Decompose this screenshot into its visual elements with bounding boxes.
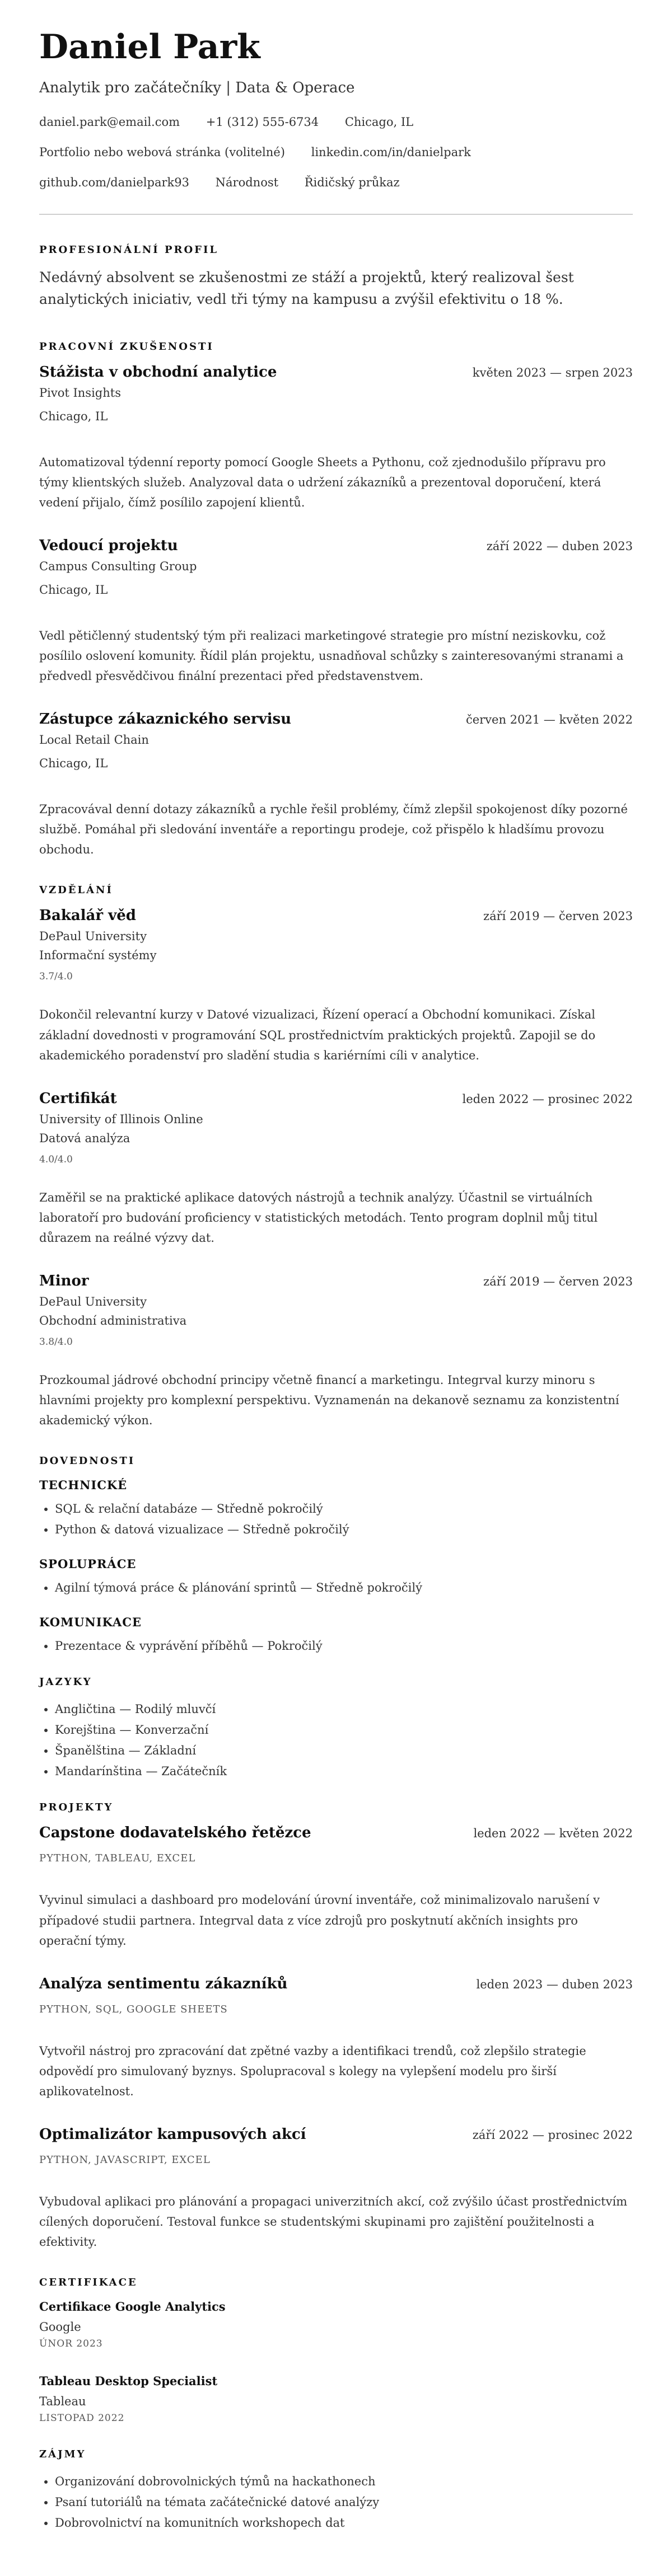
education-dates: září 2019 — červen 2023 <box>483 909 633 923</box>
linkedin-link[interactable]: linkedin.com/in/danielpark <box>311 146 471 159</box>
language-item: • Korejština — Konverzační <box>55 1720 633 1740</box>
project-description: Vytvořil nástroj pro zpracování dat zpětné vazby a identifikaci trendů, což zlepšilo strategie odpovědí pro simulovaný byznys. Spolupracoval s kolegy na vylepšení modelu pro širší aplikovatelnost. <box>39 2044 586 2099</box>
language-item: • Angličtina — Rodilý mluvčí <box>55 1699 633 1720</box>
education-dates: září 2019 — červen 2023 <box>483 1275 633 1289</box>
skill-category: TECHNICKÉ <box>39 1478 128 1493</box>
certification-entry <box>39 2374 633 2424</box>
education-section <box>39 884 633 1430</box>
headline: Analytik pro začátečníky | Data & Operace <box>39 79 355 96</box>
certification-name: Tableau Desktop Specialist <box>39 2374 218 2389</box>
portfolio-text: Portfolio nebo webová stránka (volitelné) <box>39 146 285 159</box>
project-entry <box>39 1976 633 2101</box>
job-dates: červen 2021 — květen 2022 <box>465 713 633 727</box>
profile-text: Nedávný absolvent se zkušenostmi ze stáží a projektů, který realizoval šest analytických iniciativ, vedl tři týmy na kampusu a zvýšil efektivitu o 18 %. <box>39 269 574 307</box>
project-name: Optimalizátor kampusových akcí <box>39 2126 306 2143</box>
profile-section <box>39 244 633 311</box>
job-location: Chicago, IL <box>39 409 108 423</box>
gpa-text: 3.7/4.0 <box>39 971 73 983</box>
project-tech: PYTHON, JAVASCRIPT, EXCEL <box>39 2154 211 2166</box>
school-name: DePaul University <box>39 1295 147 1309</box>
license-text: Řidičský průkaz <box>304 176 400 189</box>
skill-category: KOMUNIKACE <box>39 1615 142 1629</box>
language-item: • Mandarínština — Začátečník <box>55 1761 633 1782</box>
certification-entry <box>39 2300 633 2349</box>
project-description: Vyvinul simulaci a dashboard pro modelování úrovní inventáře, což minimalizovalo narušení v případové studii partnera. Integrval data z více zdrojů pro poskytnutí akčních insights pro operační týmy. <box>39 1893 600 1948</box>
project-name: Analýza sentimentu zákazníků <box>39 1975 288 1992</box>
interest-item: • Dobrovolnictví na komunitních workshopech dat <box>55 2513 633 2533</box>
company-name: Local Retail Chain <box>39 733 149 747</box>
contact-row-2 <box>39 146 633 159</box>
nationality-text: Národnost <box>215 176 279 189</box>
job-title: Vedoucí projektu <box>39 537 178 554</box>
job-title: Stážista v obchodní analytice <box>39 363 277 381</box>
interests-section <box>39 2448 633 2533</box>
education-entry <box>39 907 633 1065</box>
projects-section <box>39 1801 633 2252</box>
degree-title: Bakalář věd <box>39 907 136 925</box>
header-divider <box>39 214 633 215</box>
project-name: Capstone dodavatelského řetězce <box>39 1824 311 1842</box>
job-dates: září 2022 — duben 2023 <box>486 539 633 553</box>
education-description: Zaměřil se na praktické aplikace datových nástrojů a technik analýzy. Účastnil se virtuálních laboratoří pro budování proficiency v statistických metodách. Tento program doplnil můj titul důrazem na reálné výzvy dat. <box>39 1190 598 1245</box>
field-of-study: Obchodní administrativa <box>39 1314 187 1328</box>
certifications-section <box>39 2277 633 2424</box>
projects-title: PROJEKTY <box>39 1801 114 1814</box>
field-of-study: Informační systémy <box>39 949 157 963</box>
school-name: University of Illinois Online <box>39 1112 203 1126</box>
interest-item: • Organizování dobrovolnických týmů na hackathonech <box>55 2471 633 2492</box>
resume-header <box>39 27 633 189</box>
project-description: Vybudoval aplikaci pro plánování a propagaci univerzitních akcí, což zvýšilo účast prostřednictvím cílených doporučení. Testoval funkce se studentskými skupinami pro zajištění použitelnosti a efektivity. <box>39 2195 628 2249</box>
skill-item: • Python & datová vizualizace — Středně pokročilý <box>55 1519 633 1540</box>
contact-row-1 <box>39 115 633 129</box>
certifications-title: CERTIFIKACE <box>39 2277 138 2289</box>
languages-section <box>39 1676 633 1781</box>
education-description: Prozkoumal jádrové obchodní principy včetně financí a marketingu. Integrval kurzy minoru s hlavními projekty pro komplexní perspektivu. Vyznamenán na dekanově seznamu za konzistentní akademický výkon. <box>39 1373 619 1428</box>
interests-title: ZÁJMY <box>39 2448 86 2461</box>
contact-row-3 <box>39 176 633 189</box>
gpa-text: 3.8/4.0 <box>39 1336 73 1348</box>
project-entry <box>39 1824 633 1950</box>
degree-title: Minor <box>39 1273 89 1290</box>
email-link[interactable]: daniel.park@email.com <box>39 115 180 129</box>
language-list <box>39 1699 633 1781</box>
gpa-text: 4.0/4.0 <box>39 1153 73 1165</box>
project-tech: PYTHON, SQL, GOOGLE SHEETS <box>39 2003 228 2015</box>
skill-list <box>39 1636 633 1657</box>
education-description: Dokončil relevantní kurzy v Datové vizualizaci, Řízení operací a Obchodní komunikaci. Získal základní dovednosti v programování SQL prostřednictvím praktických projektů. Zapojil se do akademického poradenství pro sladění studia s kariérními cíli v analytice. <box>39 1008 596 1062</box>
skill-list <box>39 1578 633 1598</box>
candidate-name: Daniel Park <box>39 27 260 67</box>
skill-item: • SQL & relační databáze — Středně pokročilý <box>55 1499 633 1519</box>
job-title: Zástupce zákaznického servisu <box>39 711 292 728</box>
interest-item: • Psaní tutoriálů na témata začátečnické datové analýzy <box>55 2492 633 2513</box>
project-dates: leden 2022 — květen 2022 <box>473 1827 633 1841</box>
interest-list <box>39 2471 633 2533</box>
certification-date: ÚNOR 2023 <box>39 2338 103 2350</box>
project-tech: PYTHON, TABLEAU, EXCEL <box>39 1852 196 1865</box>
experience-entry <box>39 364 633 513</box>
certification-date: LISTOPAD 2022 <box>39 2413 125 2424</box>
education-entry <box>39 1090 633 1248</box>
language-item: • Španělština — Základní <box>55 1740 633 1761</box>
skill-category: SPOLUPRÁCE <box>39 1556 137 1571</box>
job-dates: květen 2023 — srpen 2023 <box>472 365 633 379</box>
degree-title: Certifikát <box>39 1090 117 1107</box>
company-name: Pivot Insights <box>39 386 121 400</box>
job-description: Zpracovával denní dotazy zákazníků a rychle řešil problémy, čímž zlepšil spokojenost díky pozorné službě. Pomáhal při sledování inventáře a reportingu prodeje, což přispělo k hladšímu provozu obchodu. <box>39 803 628 857</box>
experience-entry <box>39 711 633 860</box>
languages-title: JAZYKY <box>39 1676 92 1688</box>
project-dates: leden 2023 — duben 2023 <box>476 1977 633 1991</box>
skills-section <box>39 1455 633 1656</box>
skills-title: DOVEDNOSTI <box>39 1455 136 1467</box>
certification-issuer: Tableau <box>39 2395 86 2409</box>
education-entry <box>39 1273 633 1430</box>
skill-list <box>39 1499 633 1540</box>
phone-text: +1 (312) 555-6734 <box>206 115 319 129</box>
education-dates: leden 2022 — prosinec 2022 <box>462 1092 633 1106</box>
profile-title: PROFESIONÁLNÍ PROFIL <box>39 244 219 256</box>
experience-title: PRACOVNÍ ZKUŠENOSTI <box>39 340 214 353</box>
job-description: Automatizoval týdenní reporty pomocí Google Sheets a Pythonu, což zjednodušilo přípravu pro týmy klientských služeb. Analyzoval data o udržení zákazníků a prezentoval doporučení, která vedení přijalo, čímž posílilo zapojení klientů. <box>39 455 606 509</box>
field-of-study: Datová analýza <box>39 1131 130 1145</box>
job-location: Chicago, IL <box>39 757 108 771</box>
location-text: Chicago, IL <box>344 115 414 129</box>
project-dates: září 2022 — prosinec 2022 <box>472 2128 633 2142</box>
project-entry <box>39 2126 633 2252</box>
job-description: Vedl pětičlenný studentský tým při realizaci marketingové strategie pro místní neziskovku, což posílilo oslovení komunity. Řídil plán projektu, usnadňoval schůzky s zainteresovanými stranami a předvedl přesvědčivou finální prezentaci před představenstvem. <box>39 628 624 683</box>
certification-name: Certifikace Google Analytics <box>39 2300 226 2314</box>
experience-section <box>39 341 633 860</box>
skill-item: • Agilní týmová práce & plánování sprintů — Středně pokročilý <box>55 1578 633 1598</box>
experience-entry <box>39 537 633 686</box>
education-title: VZDĚLÁNÍ <box>39 884 113 897</box>
github-link[interactable]: github.com/danielpark93 <box>39 176 189 189</box>
skill-item: • Prezentace & vyprávění příběhů — Pokročilý <box>55 1636 633 1657</box>
school-name: DePaul University <box>39 930 147 944</box>
certification-issuer: Google <box>39 2320 81 2334</box>
job-location: Chicago, IL <box>39 583 108 597</box>
company-name: Campus Consulting Group <box>39 559 197 573</box>
